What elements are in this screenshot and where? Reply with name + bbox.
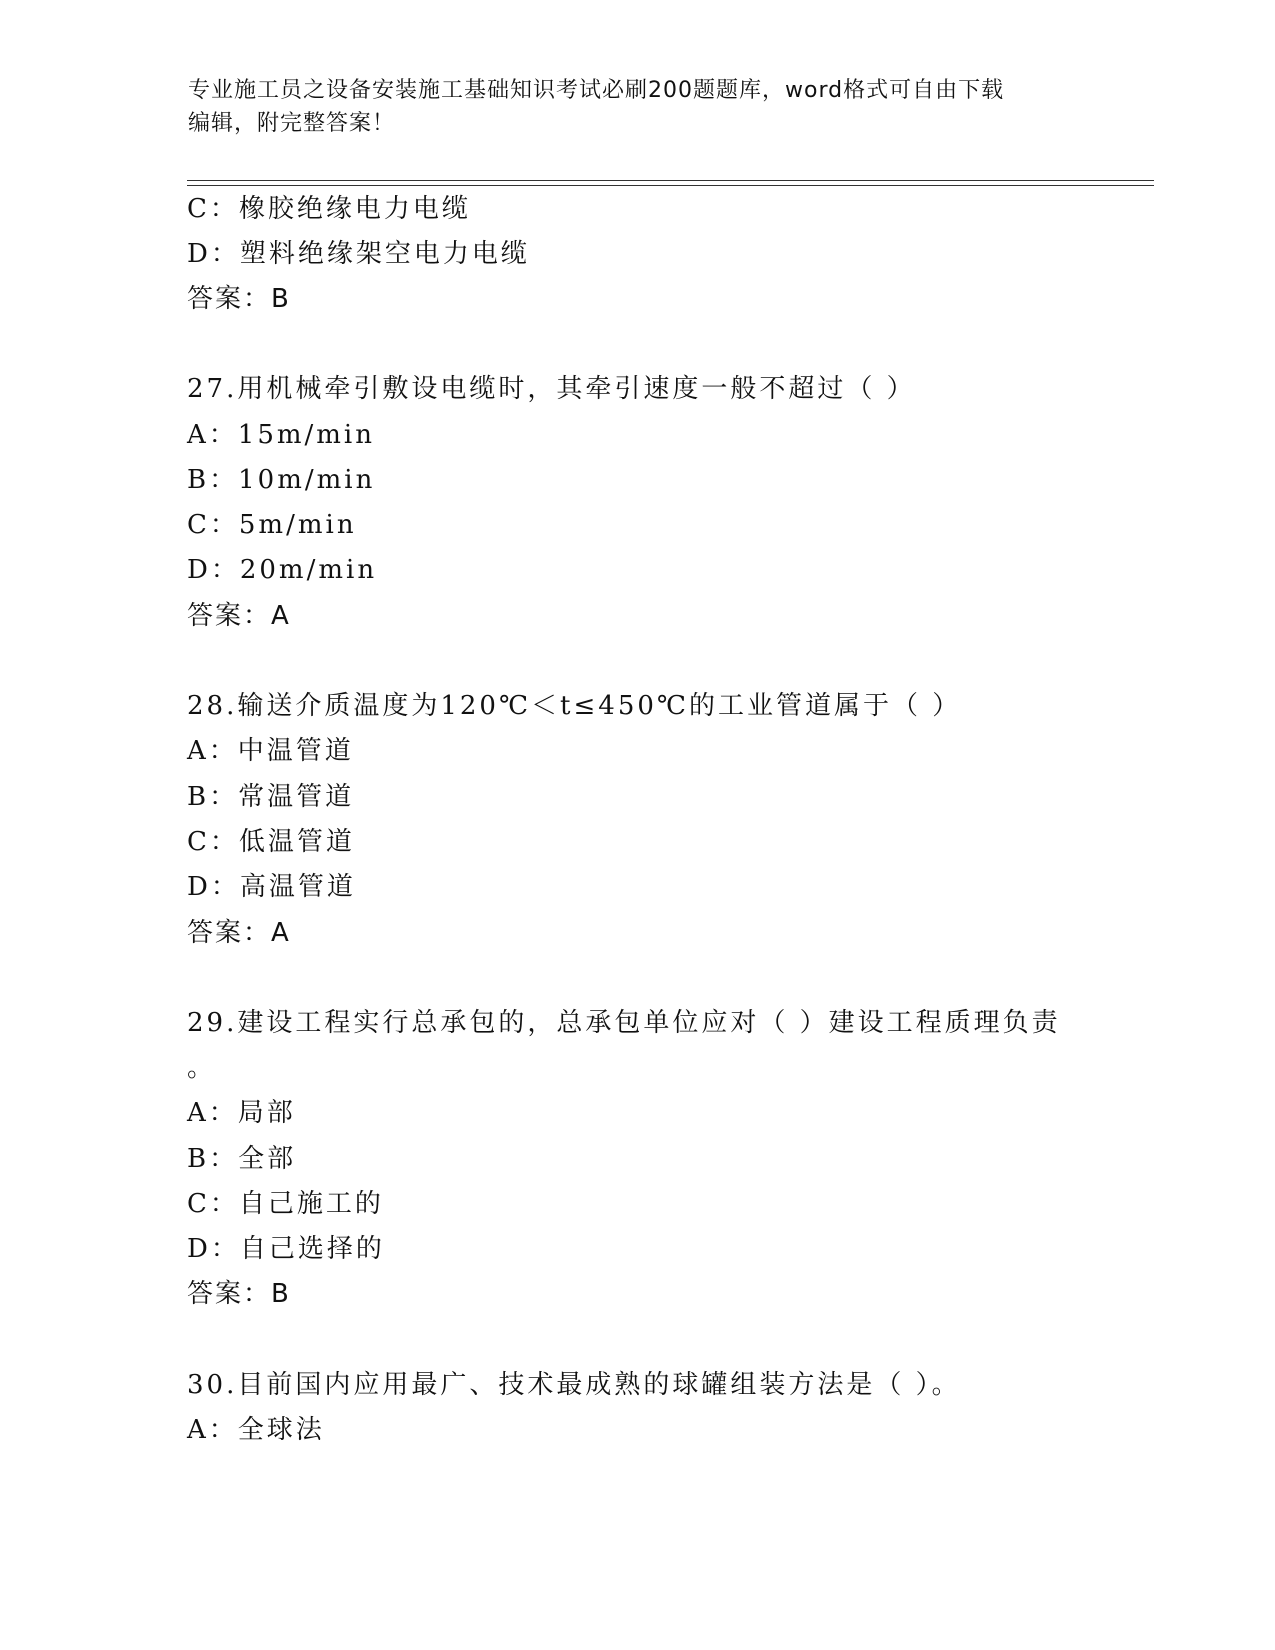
q27-answer: 答案：A	[187, 601, 291, 631]
q27-option-a: A：15m/min	[187, 420, 375, 450]
header-divider-bottom	[187, 185, 1154, 186]
q28-option-a: A：中温管道	[187, 736, 354, 766]
q28-answer: 答案：A	[187, 918, 291, 948]
q29-option-b: B：全部	[187, 1144, 297, 1174]
prev-answer: 答案：B	[187, 284, 291, 314]
q28-option-c: C：低温管道	[187, 827, 355, 857]
q28-option-b: B：常温管道	[187, 782, 355, 812]
header-divider-top	[187, 180, 1154, 181]
q28-option-d: D：高温管道	[187, 872, 356, 902]
q27-option-d: D：20m/min	[187, 555, 378, 585]
q28-stem: 28.输送介质温度为120℃＜t≤450℃的工业管道属于（ ）	[187, 691, 962, 721]
document-header	[188, 74, 1068, 140]
q29-stem: 29.建设工程实行总承包的，总承包单位应对（ ）建设工程质理负责	[187, 1008, 1061, 1038]
header-title-line-1: 专业施工员之设备安装施工基础知识考试必刷200题题库，word格式可自由下载	[188, 78, 1005, 103]
prev-option-d: D：塑料绝缘架空电力电缆	[187, 239, 530, 269]
q27-option-c: C：5m/min	[187, 510, 357, 540]
q27-option-b: B：10m/min	[187, 465, 376, 495]
q29-option-c: C：自己施工的	[187, 1189, 384, 1219]
q27-stem: 27.用机械牵引敷设电缆时，其牵引速度一般不超过（ ）	[187, 374, 916, 404]
q29-option-d: D：自己选择的	[187, 1234, 385, 1264]
q30-option-a: A：全球法	[187, 1415, 325, 1445]
header-title-line-2: 编辑，附完整答案！	[188, 111, 396, 136]
prev-option-c: C：橡胶绝缘电力电缆	[187, 194, 471, 224]
q30-stem: 30.目前国内应用最广、技术最成熟的球罐组装方法是（ ）。	[187, 1370, 961, 1400]
q29-option-a: A：局部	[187, 1098, 296, 1128]
q29-stem-continuation: 。	[187, 1053, 217, 1083]
q29-answer: 答案：B	[187, 1279, 291, 1309]
